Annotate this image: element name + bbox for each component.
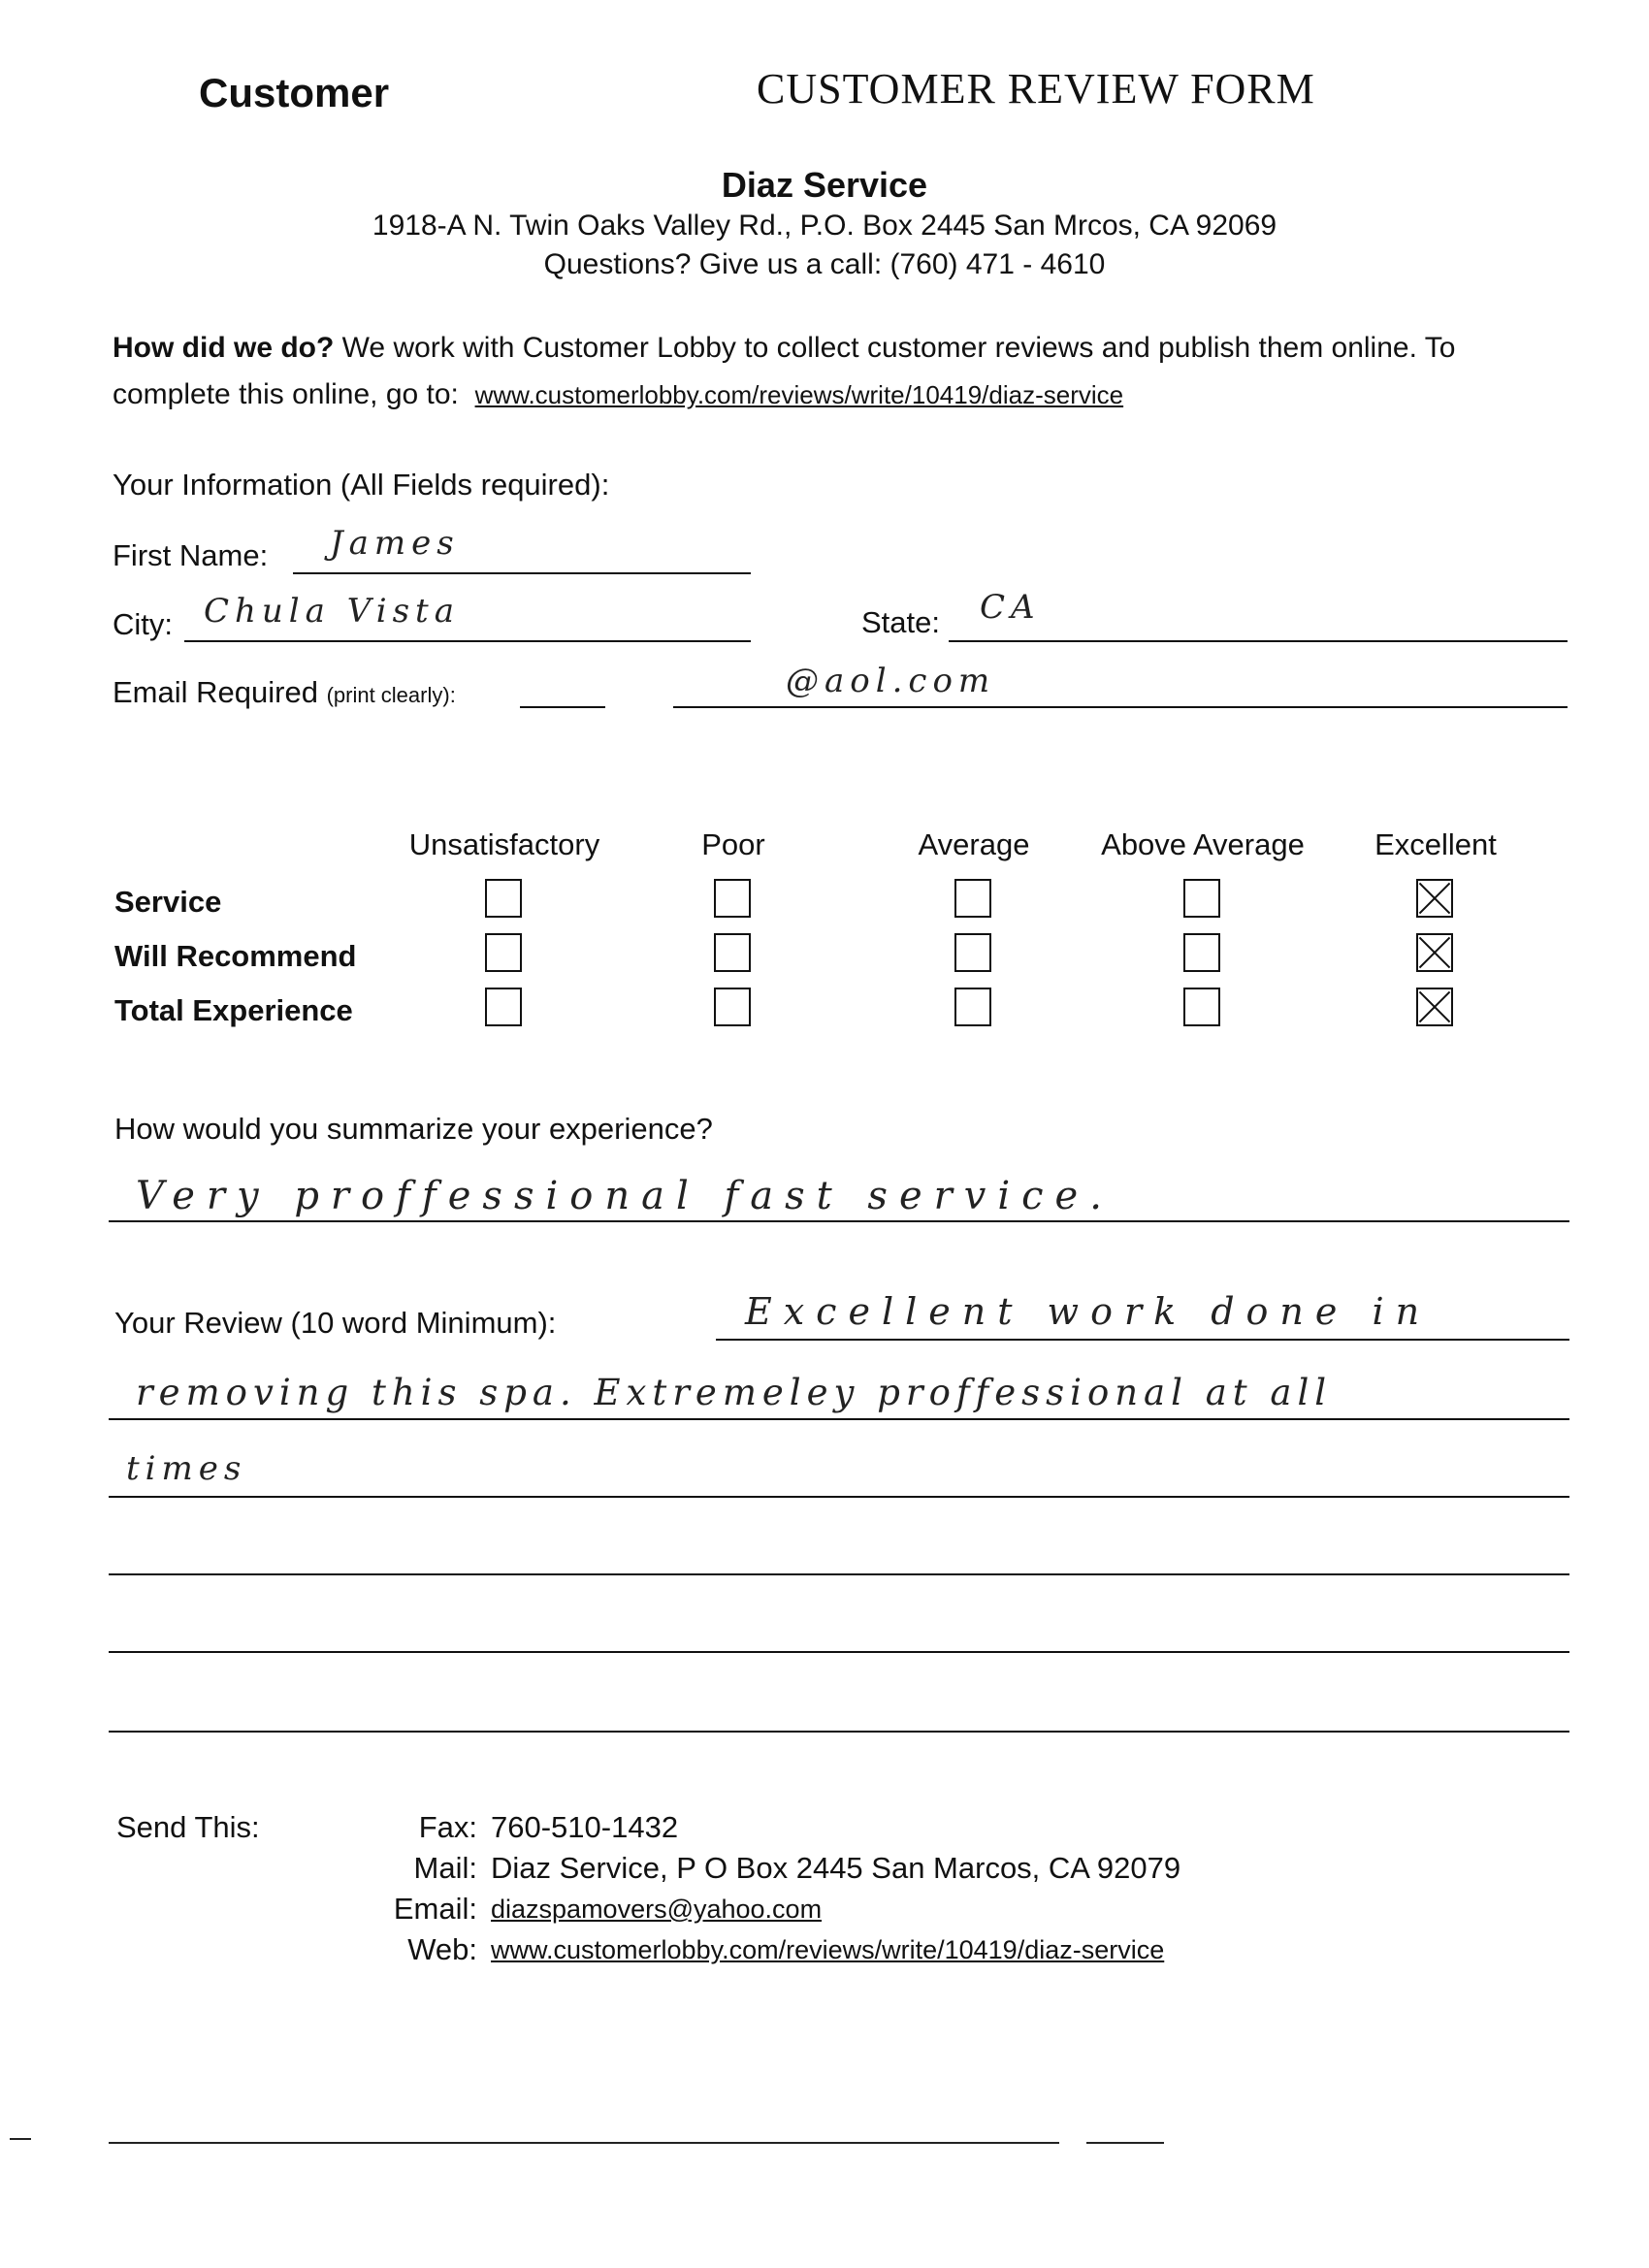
brand-label: Customer [199, 70, 390, 115]
service-average-checkbox[interactable] [954, 879, 991, 918]
row-service-label: Service [114, 885, 222, 919]
experience-average-checkbox[interactable] [954, 988, 991, 1026]
review-line-6[interactable] [109, 1692, 1569, 1733]
city-value: Chula Vista [204, 592, 460, 631]
web-link[interactable]: www.customerlobby.com/reviews/write/10419/diaz-service [491, 1935, 1165, 1964]
fax-key: Fax: [418, 1810, 477, 1844]
form-title: CUSTOMER REVIEW FORM [757, 65, 1315, 113]
intro-lead: How did we do? [113, 332, 335, 364]
email-label-text: Email Required [113, 675, 318, 709]
recommend-poor-checkbox[interactable] [714, 933, 751, 972]
row-recommend-label: Will Recommend [114, 939, 357, 973]
info-heading: Your Information (All Fields required): [113, 468, 610, 502]
email-label-note: (print clearly): [326, 683, 456, 707]
recommend-unsatisfactory-checkbox[interactable] [485, 933, 522, 972]
experience-above-average-checkbox[interactable] [1183, 988, 1220, 1026]
summary-answer: Very proffessional fast service. [136, 1174, 1114, 1218]
company-name: Diaz Service [721, 165, 928, 205]
send-label: Send This: [116, 1810, 260, 1844]
contact-email-link[interactable]: diazspamovers@yahoo.com [491, 1895, 823, 1924]
footer-rule-short [1086, 2142, 1164, 2144]
summary-question: How would you summarize your experience? [114, 1112, 713, 1146]
col-poor: Poor [701, 827, 765, 861]
review-line-4[interactable] [109, 1535, 1569, 1575]
state-value: CA [980, 588, 1041, 627]
service-unsatisfactory-checkbox[interactable] [485, 879, 522, 918]
footer-rule [109, 2142, 1059, 2144]
company-address: 1918-A N. Twin Oaks Valley Rd., P.O. Box 2445 San Mrcos, CA 92069 [372, 210, 1277, 242]
row-experience-label: Total Experience [114, 993, 353, 1027]
email-label [113, 675, 456, 710]
review-line-5[interactable] [109, 1612, 1569, 1653]
mail-key: Mail: [413, 1851, 477, 1885]
col-excellent: Excellent [1374, 827, 1497, 861]
email-user-field[interactable] [520, 669, 605, 708]
service-above-average-checkbox[interactable] [1183, 879, 1220, 918]
service-poor-checkbox[interactable] [714, 879, 751, 918]
review-text-line-1: Excellent work done in [745, 1290, 1432, 1333]
experience-poor-checkbox[interactable] [714, 988, 751, 1026]
experience-unsatisfactory-checkbox[interactable] [485, 988, 522, 1026]
review-label: Your Review (10 word Minimum): [114, 1306, 557, 1340]
city-label: City: [113, 607, 173, 641]
fax-number: 760-510-1432 [491, 1810, 679, 1844]
col-unsatisfactory: Unsatisfactory [408, 827, 600, 861]
mail-address: Diaz Service, P O Box 2445 San Marcos, CA 92079 [491, 1851, 1181, 1885]
review-text-line-3: times [126, 1449, 247, 1488]
service-excellent-checkbox[interactable] [1416, 879, 1453, 918]
email-key: Email: [393, 1892, 477, 1926]
footer-rule-left [10, 2138, 31, 2140]
col-average: Average [918, 827, 1030, 861]
state-field[interactable] [949, 599, 1568, 642]
intro-paragraph [113, 325, 1548, 418]
state-label: State: [861, 605, 940, 639]
web-key: Web: [407, 1932, 477, 1966]
review-text-line-2: removing this spa. Extremeley proffessional at all [136, 1372, 1333, 1413]
col-above-average: Above Average [1101, 827, 1305, 861]
first-name-value: James [330, 524, 460, 563]
recommend-average-checkbox[interactable] [954, 933, 991, 972]
review-line-3[interactable] [109, 1455, 1569, 1498]
recommend-excellent-checkbox[interactable] [1416, 933, 1453, 972]
experience-excellent-checkbox[interactable] [1416, 988, 1453, 1026]
intro-text: We work with Customer Lobby to collect customer reviews and publish them online. To complete this online, go to: [113, 332, 1456, 410]
email-value: @aol.com [786, 662, 996, 700]
first-name-label: First Name: [113, 538, 269, 572]
recommend-above-average-checkbox[interactable] [1183, 933, 1220, 972]
intro-url-link[interactable]: www.customerlobby.com/reviews/write/10419/diaz-service [474, 380, 1124, 409]
company-phone: Questions? Give us a call: (760) 471 - 4610 [543, 248, 1106, 280]
